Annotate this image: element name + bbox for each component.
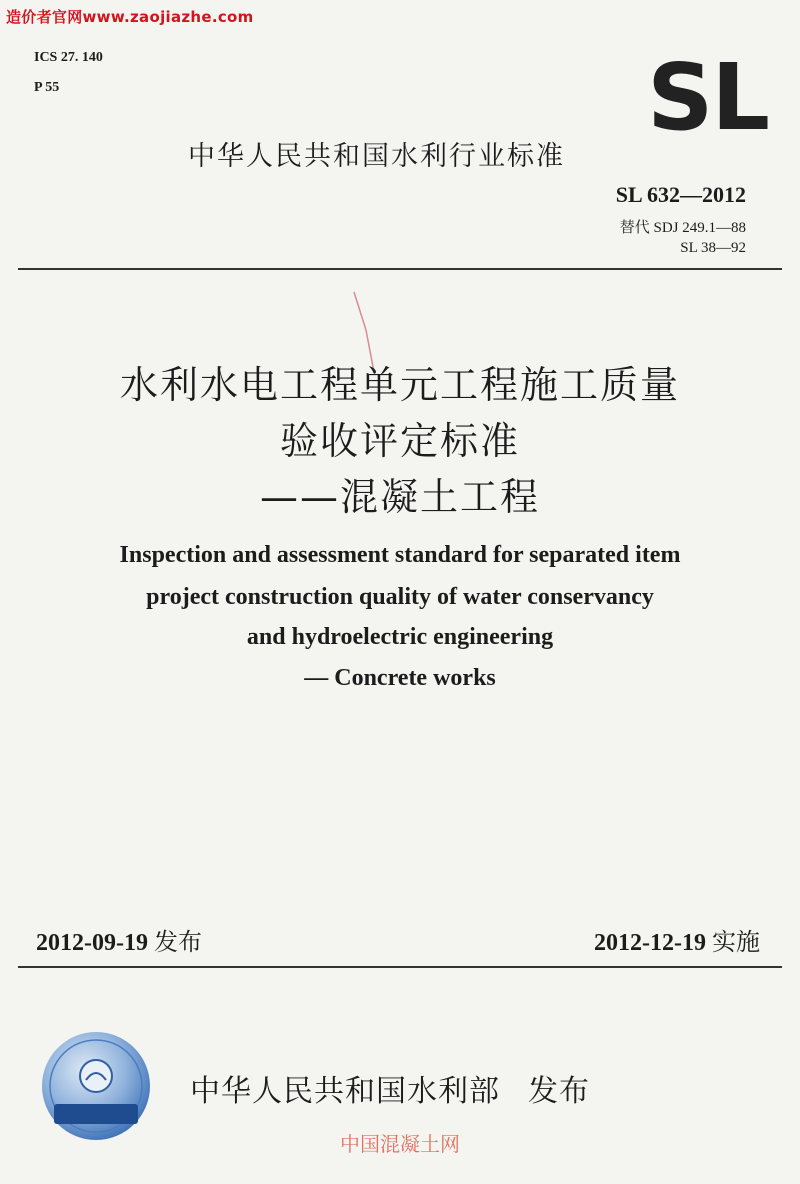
title-en-line-3: and hydroelectric engineering — [246, 624, 554, 650]
replaces-line-1: 替代 SDJ 249.1—88 — [619, 220, 746, 236]
watermark-bottom: 中国混凝土网 — [340, 1132, 460, 1156]
divider-top — [18, 268, 782, 270]
replaces-line-2: SL 38—92 — [680, 240, 746, 256]
title-en-line-4: — Concrete works — [304, 665, 496, 691]
effective-date-label: 实施 — [712, 928, 760, 956]
industry-standard-title: 中华人民共和国水利行业标准 — [188, 141, 565, 172]
classification-code: P 55 — [34, 80, 60, 95]
publisher-name: 中华人民共和国水利部 — [190, 1074, 500, 1109]
title-en-line-2: project construction quality of water conservancy — [146, 584, 654, 610]
title-cn-line-1: 水利水电工程单元工程施工质量 — [119, 363, 680, 407]
watermark-top: 造价者官网www.zaojiazhe.com — [6, 8, 254, 26]
ics-code: ICS 27. 140 — [34, 50, 103, 65]
title-en-line-1: Inspection and assessment standard for separated item — [119, 542, 681, 568]
effective-date — [594, 922, 760, 957]
sl-logo: SL — [647, 44, 768, 151]
anti-counterfeit-seal — [40, 1030, 152, 1142]
title-cn-line-2: 验收评定标准 — [279, 419, 520, 463]
title-cn-line-3: ——混凝土工程 — [259, 475, 540, 519]
publisher-action: 发布 — [528, 1074, 590, 1109]
effective-date-value: 2012-12-19 — [594, 930, 706, 956]
issue-date-label: 发布 — [153, 928, 202, 956]
publisher — [190, 1066, 590, 1110]
issue-date — [36, 922, 202, 957]
issue-date-value: 2012-09-19 — [36, 930, 148, 956]
divider-bottom — [18, 966, 782, 968]
standard-code: SL 632—2012 — [615, 182, 746, 207]
